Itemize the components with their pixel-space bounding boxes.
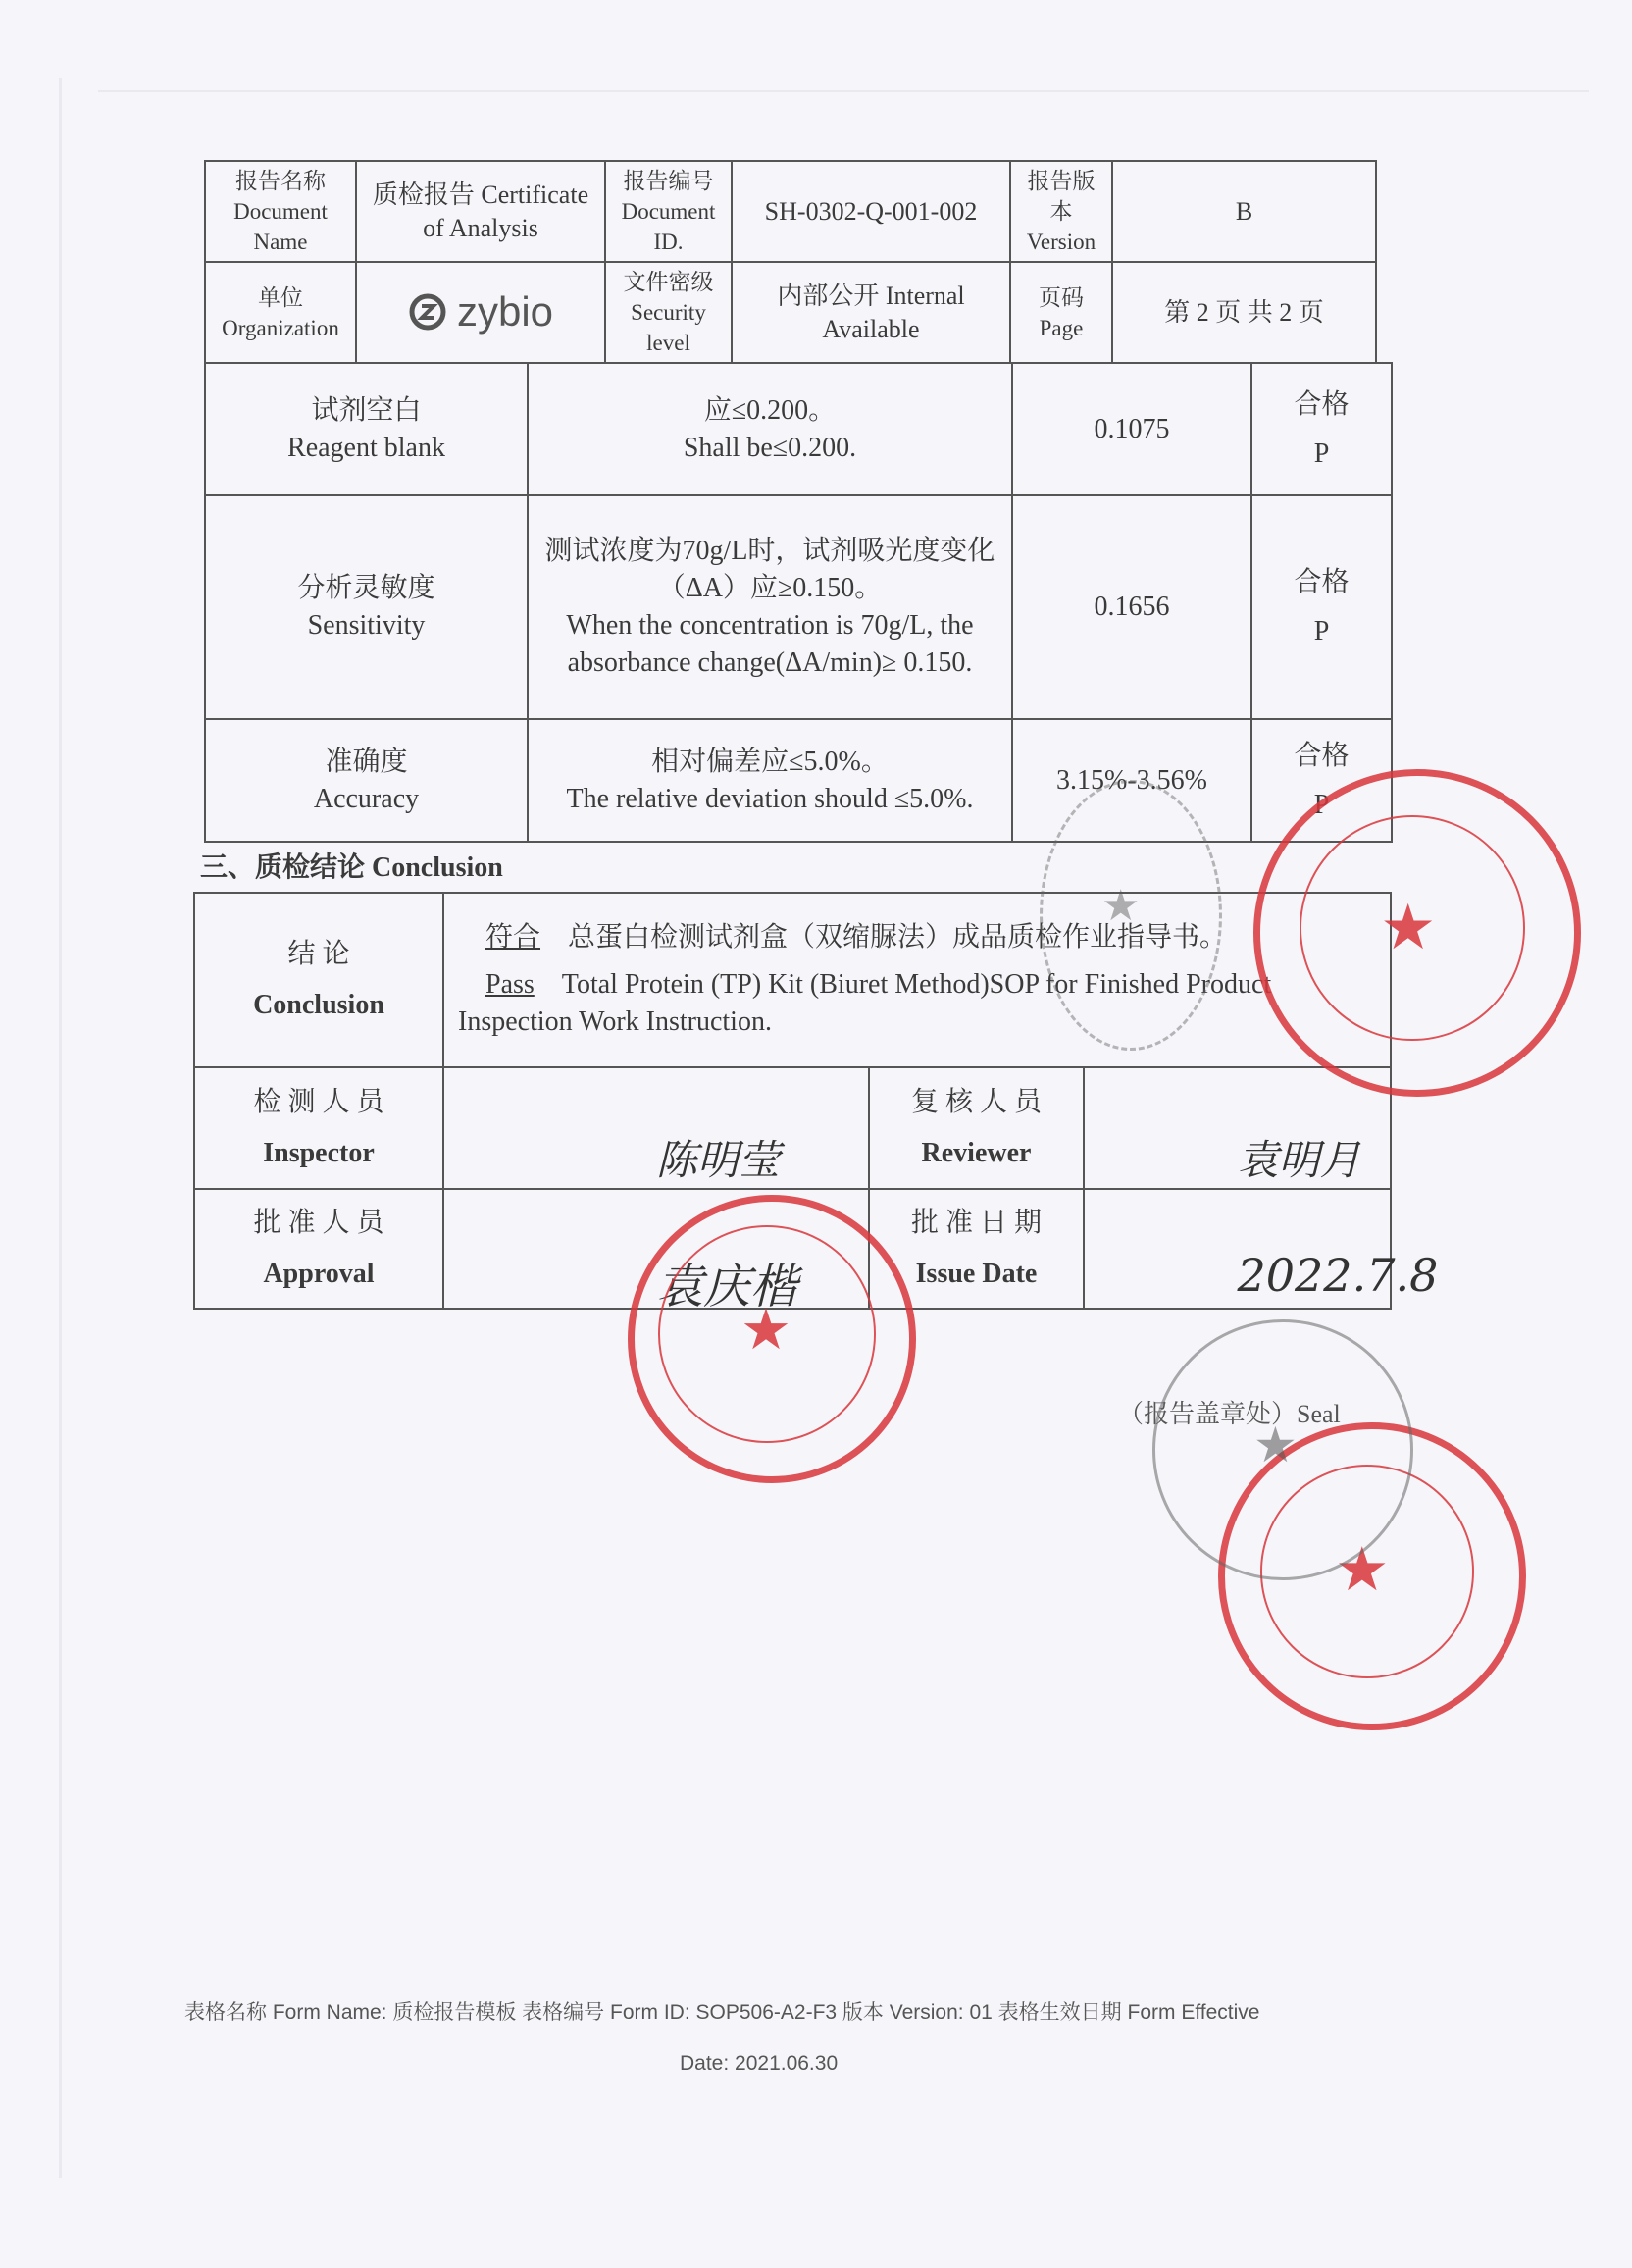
inspector-label-en: Inspector — [263, 1138, 375, 1168]
reviewer-label-cell — [869, 1067, 1084, 1189]
conclusion-result-en: Pass — [485, 969, 535, 1000]
approval-label-cn: 批 准 人 员 — [253, 1208, 384, 1238]
scan-left-edge — [59, 78, 62, 2178]
footer-line-1: 表格名称 Form Name: 质检报告模板 表格编号 Form ID: SOP506-A2-F3 版本 Version: 01 表格生效日期 Form Effective — [184, 2001, 1260, 2024]
inspection-seal-stamp — [628, 1195, 916, 1483]
inspector-signature-cell — [443, 1067, 869, 1189]
criteria-req-en: When the concentration is 70g/L, the absorbance change(ΔA/min)≥ 0.150. — [566, 610, 974, 678]
seal-label: （报告盖章处）Seal — [1118, 1400, 1341, 1428]
criteria-req-cn: 测试浓度为70g/L时，试剂吸光度变化（ΔA）应≥0.150。 — [544, 536, 995, 603]
issue-date-cell — [1084, 1189, 1439, 1309]
issue-date-label-cn: 批 准 日 期 — [910, 1208, 1042, 1238]
inspector-signature: 陈明莹 — [656, 1136, 781, 1184]
criteria-name-cn: 分析灵敏度 — [297, 573, 435, 603]
org-logo-cell — [356, 262, 605, 363]
criteria-requirement-cell — [528, 363, 1012, 495]
reviewer-label-en: Reviewer — [921, 1138, 1032, 1168]
conclusion-section-title: 三、质检结论 Conclusion — [200, 852, 503, 883]
conclusion-text-en: Total Protein (TP) Kit (Biuret Method)SOP for Finished Product Inspection Work Instruction. — [458, 969, 1272, 1037]
page-label: 页码 Page — [1010, 262, 1112, 363]
conclusion-text-cell — [443, 893, 1391, 1067]
criteria-req-en: Shall be≤0.200. — [683, 432, 857, 463]
star-icon: ★ — [1253, 1417, 1298, 1473]
criteria-result: 0.1656 — [1012, 495, 1251, 719]
criteria-table — [204, 362, 1393, 843]
criteria-verdict-cell — [1251, 495, 1392, 719]
conclusion-label-cn: 结 论 — [287, 939, 350, 969]
reviewer-signature: 袁明月 — [1237, 1136, 1361, 1184]
star-icon: ★ — [1101, 881, 1141, 931]
criteria-verdict-cn: 合格 — [1294, 567, 1350, 597]
doc-name-value: 质检报告 Certificate of Analysis — [356, 161, 605, 262]
conclusion-label-cell — [194, 893, 443, 1067]
header-table — [204, 160, 1377, 364]
criteria-requirement-cell — [528, 719, 1012, 842]
criteria-name-en: Reagent blank — [287, 432, 445, 463]
criteria-row — [205, 495, 1392, 719]
criteria-result: 3.15%-3.56% — [1012, 719, 1251, 842]
criteria-row — [205, 719, 1392, 842]
issue-date-value: 2022.7.8 — [1237, 1249, 1439, 1302]
criteria-verdict-en: P — [1313, 616, 1330, 646]
doc-id-value: SH-0302-Q-001-002 — [732, 161, 1010, 262]
footer-line-2: Date: 2021.06.30 — [680, 2052, 839, 2075]
zybio-logo — [408, 288, 553, 335]
criteria-verdict-cn: 合格 — [1294, 740, 1350, 771]
criteria-name-cn: 准确度 — [325, 746, 408, 777]
zybio-logo-icon — [408, 292, 447, 332]
criteria-name-en: Sensitivity — [307, 610, 426, 641]
page-value: 第 2 页 共 2 页 — [1112, 262, 1376, 363]
reviewer-signature-cell — [1084, 1067, 1391, 1189]
scan-top-edge — [98, 90, 1589, 92]
approval-label-cell — [194, 1189, 443, 1309]
inspector-label-cell — [194, 1067, 443, 1189]
conclusion-result-cn: 符合 — [485, 922, 541, 953]
approval-signature: 袁庆楷 — [656, 1260, 798, 1314]
criteria-verdict-en: P — [1313, 438, 1330, 469]
criteria-req-cn: 相对偏差应≤5.0%。 — [651, 746, 889, 777]
criteria-result: 0.1075 — [1012, 363, 1251, 495]
criteria-name-cell — [205, 495, 528, 719]
version-value: B — [1112, 161, 1376, 262]
criteria-verdict-cell — [1251, 363, 1392, 495]
conclusion-text-cn: 总蛋白检测试剂盒（双缩脲法）成品质检作业指导书。 — [568, 922, 1228, 953]
criteria-row — [205, 363, 1392, 495]
faint-seal-stamp — [1040, 780, 1222, 1051]
doc-id-label: 报告编号 Document ID. — [605, 161, 732, 262]
conclusion-label-en: Conclusion — [253, 990, 384, 1020]
doc-name-label: 报告名称 Document Name — [205, 161, 356, 262]
issue-date-label-en: Issue Date — [915, 1259, 1038, 1289]
grey-seal-stamp — [1152, 1319, 1413, 1580]
criteria-requirement-cell — [528, 495, 1012, 719]
approval-label-en: Approval — [263, 1259, 375, 1289]
reviewer-label-cn: 复 核 人 员 — [910, 1087, 1042, 1117]
logo-text: zybio — [456, 288, 554, 335]
criteria-name-en: Accuracy — [313, 783, 420, 814]
criteria-name-cell — [205, 719, 528, 842]
company-seal-stamp-1 — [1253, 769, 1581, 1097]
org-label: 单位 Organization — [205, 262, 356, 363]
criteria-req-cn: 应≤0.200。 — [703, 394, 837, 426]
security-value: 内部公开 Internal Available — [732, 262, 1010, 363]
criteria-req-en: The relative deviation should ≤5.0%. — [566, 783, 974, 814]
criteria-name-cell — [205, 363, 528, 495]
criteria-verdict-en: P — [1313, 789, 1330, 820]
star-icon: ★ — [1380, 892, 1437, 964]
criteria-name-cn: 试剂空白 — [311, 394, 422, 426]
version-label: 报告版本 Version — [1010, 161, 1112, 262]
star-icon: ★ — [740, 1296, 791, 1363]
star-icon: ★ — [1335, 1533, 1390, 1605]
criteria-verdict-cn: 合格 — [1294, 388, 1350, 420]
security-label: 文件密级 Security level — [605, 262, 732, 363]
inspector-label-cn: 检 测 人 员 — [253, 1087, 384, 1117]
